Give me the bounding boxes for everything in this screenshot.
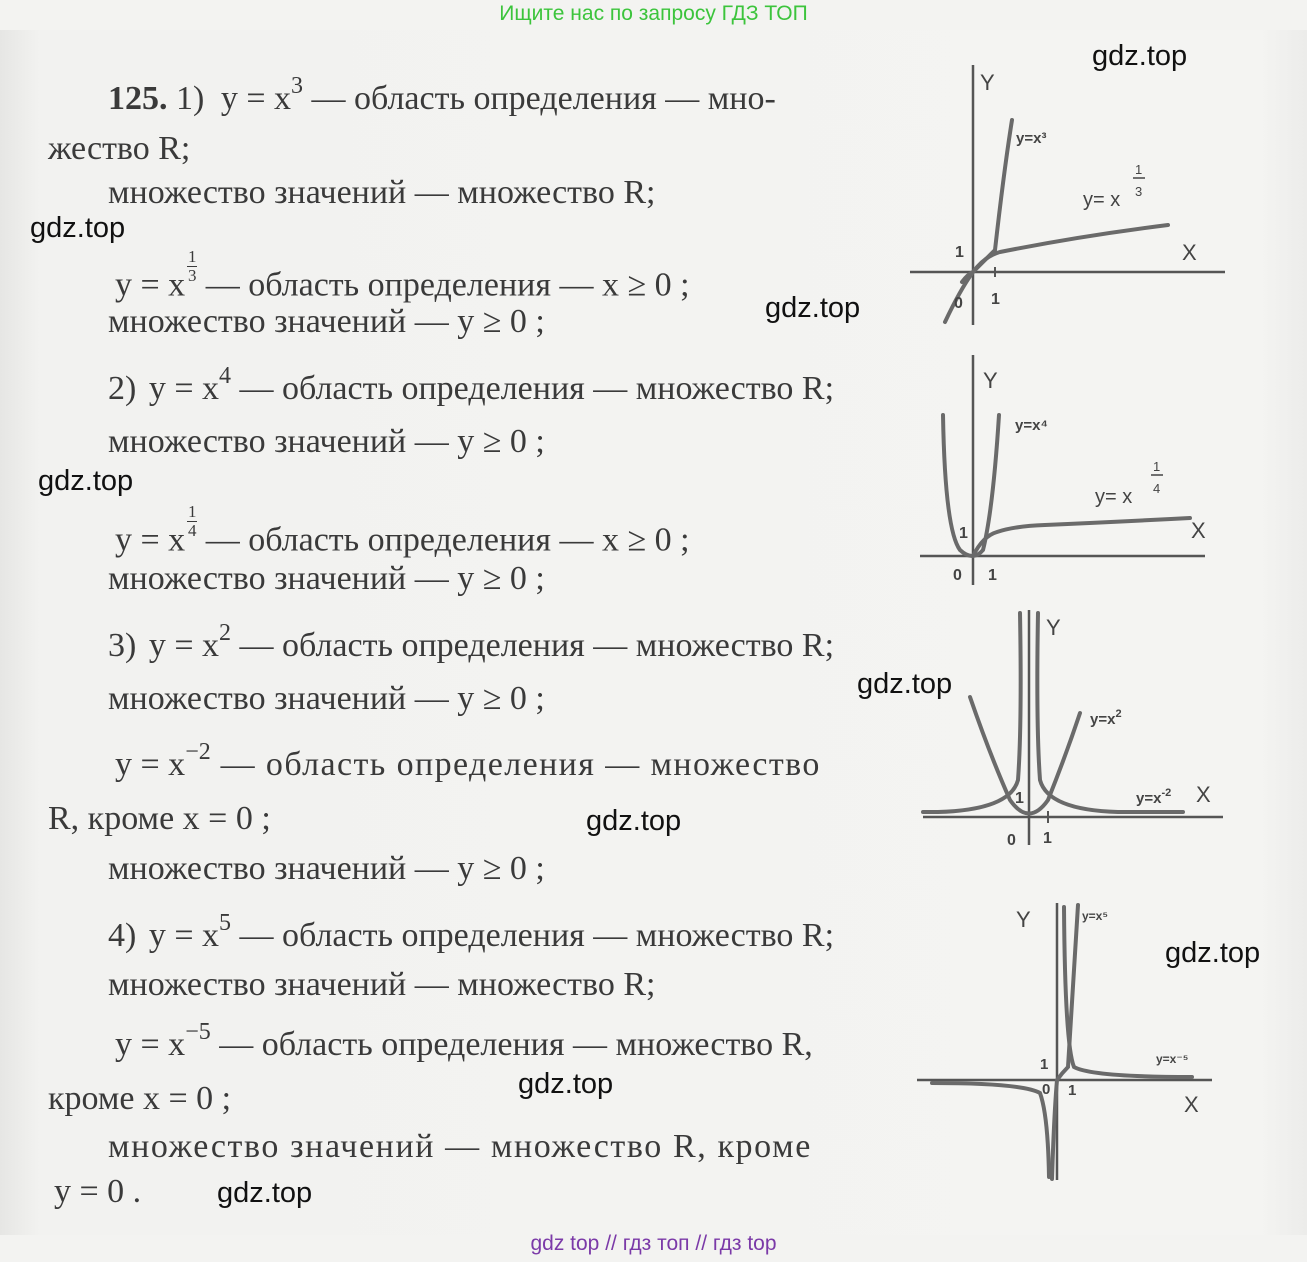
watermark: gdz.top <box>518 1068 614 1100</box>
part3-line5: множество значений — y ≥ 0 ; <box>108 850 545 887</box>
part4-line3: $y = x^{-5}$ — область определения — множество R, <box>115 1018 813 1063</box>
x-one-label: 1 <box>988 567 997 584</box>
part2-line4: множество значений — y ≥ 0 ; <box>108 560 545 597</box>
graph-power-2 <box>918 605 1228 850</box>
watermark: gdz.top <box>1092 40 1188 72</box>
curve-a-label: $y=x^2$ <box>1090 708 1122 728</box>
origin-label: 0 <box>954 295 963 312</box>
fraction-exponent: $\frac{1}{3}$ <box>187 247 197 285</box>
curve-x-squared <box>970 697 1080 814</box>
x-axis-label: X <box>1196 782 1211 807</box>
curve-x-cube-root <box>962 225 1168 282</box>
part2-line3: y = x $\frac{1}{4}$ — область определения — x ≥ 0 ; <box>115 502 690 559</box>
y-axis-label: Y <box>1046 615 1061 640</box>
x-axis-label: X <box>1191 518 1206 543</box>
part1-line1: 125. 1) $y = x^3$ — область определения — мно- <box>108 72 776 117</box>
part4-line6: y = 0 . <box>54 1173 142 1210</box>
watermark: gdz.top <box>586 805 682 837</box>
y-one-label: 1 <box>1015 790 1024 807</box>
part4-line2: множество значений — множество R; <box>108 966 656 1003</box>
origin-label: 0 <box>1042 1081 1051 1098</box>
curve-x-cubed <box>945 120 1012 322</box>
watermark: gdz.top <box>217 1177 313 1209</box>
part3-line1: 3) $y = x^2$ — область определения — множество R; <box>108 619 835 664</box>
part1-line3: множество значений — множество R; <box>108 174 656 211</box>
curve-a-label: y=x⁴ <box>1015 417 1048 434</box>
watermark: gdz.top <box>857 668 953 700</box>
watermark: gdz.top <box>30 212 126 244</box>
y-axis-label: Y <box>1016 907 1031 932</box>
part4-line4: кроме x = 0 ; <box>48 1080 232 1117</box>
curve-b-label: y=x⁻⁵ <box>1156 1052 1189 1066</box>
curve-b-label: y= x <box>1083 189 1121 211</box>
part3-line4: R, кроме x = 0 ; <box>48 800 271 837</box>
footer-links[interactable]: gdz top // гдз топ // гдз top <box>530 1232 777 1255</box>
svg-text:4: 4 <box>1153 481 1161 496</box>
curve-x-fourth-root <box>973 518 1190 556</box>
curve-x-minus2-left <box>923 613 1021 812</box>
curve-b-label: $y=x^{-2}$ <box>1136 787 1172 807</box>
curve-b-label: y= x <box>1095 486 1133 508</box>
svg-text:1: 1 <box>1135 162 1143 177</box>
part4-line5: множество значений — множество R, кроме <box>108 1128 812 1165</box>
graph-power-3 <box>900 60 1230 330</box>
origin-label: 0 <box>953 567 962 584</box>
part1-line2: жество R; <box>48 130 191 167</box>
part2-line2: множество значений — y ≥ 0 ; <box>108 423 545 460</box>
x-one-label: 1 <box>1043 830 1052 847</box>
fraction-exponent: $\frac{1}{4}$ <box>187 502 197 540</box>
part2-line1: 2) $y = x^4$ — область определения — множество R; <box>108 362 835 407</box>
x-one-label: 1 <box>1068 1082 1077 1099</box>
search-banner[interactable]: Ищите нас по запросу ГДЗ ТОП <box>499 2 808 25</box>
watermark: gdz.top <box>1165 937 1261 969</box>
watermark: gdz.top <box>765 292 861 324</box>
y-one-label: 1 <box>959 525 968 542</box>
x-one-label: 1 <box>991 291 1000 308</box>
svg-text:1: 1 <box>1153 459 1161 474</box>
y-one-label: 1 <box>955 244 964 261</box>
curve-a-label: y=x⁵ <box>1082 909 1108 923</box>
y-axis-label: Y <box>983 368 998 393</box>
y-one-label: 1 <box>1040 1056 1049 1073</box>
problem-number: 125. <box>108 80 168 117</box>
curve-a-label: y=x³ <box>1016 130 1047 147</box>
part4-line1: 4) $y = x^5$ — область определения — множество R; <box>108 909 835 954</box>
part1-line5: множество значений — y ≥ 0 ; <box>108 303 545 340</box>
y-axis-label: Y <box>980 70 995 95</box>
origin-label: 0 <box>1007 832 1016 849</box>
part1-line4: y = x $\frac{1}{3}$ — область определения — x ≥ 0 ; <box>115 247 690 304</box>
curve-x-minus5-left <box>932 1083 1049 1177</box>
x-axis-label: X <box>1182 240 1197 265</box>
part3-line3: $y = x^{-2}$ — область определения — множество <box>115 738 821 783</box>
x-axis-label: X <box>1184 1092 1199 1117</box>
svg-text:3: 3 <box>1135 184 1143 199</box>
graph-power-4 <box>915 350 1215 590</box>
watermark: gdz.top <box>38 465 134 497</box>
part3-line2: множество значений — y ≥ 0 ; <box>108 680 545 717</box>
